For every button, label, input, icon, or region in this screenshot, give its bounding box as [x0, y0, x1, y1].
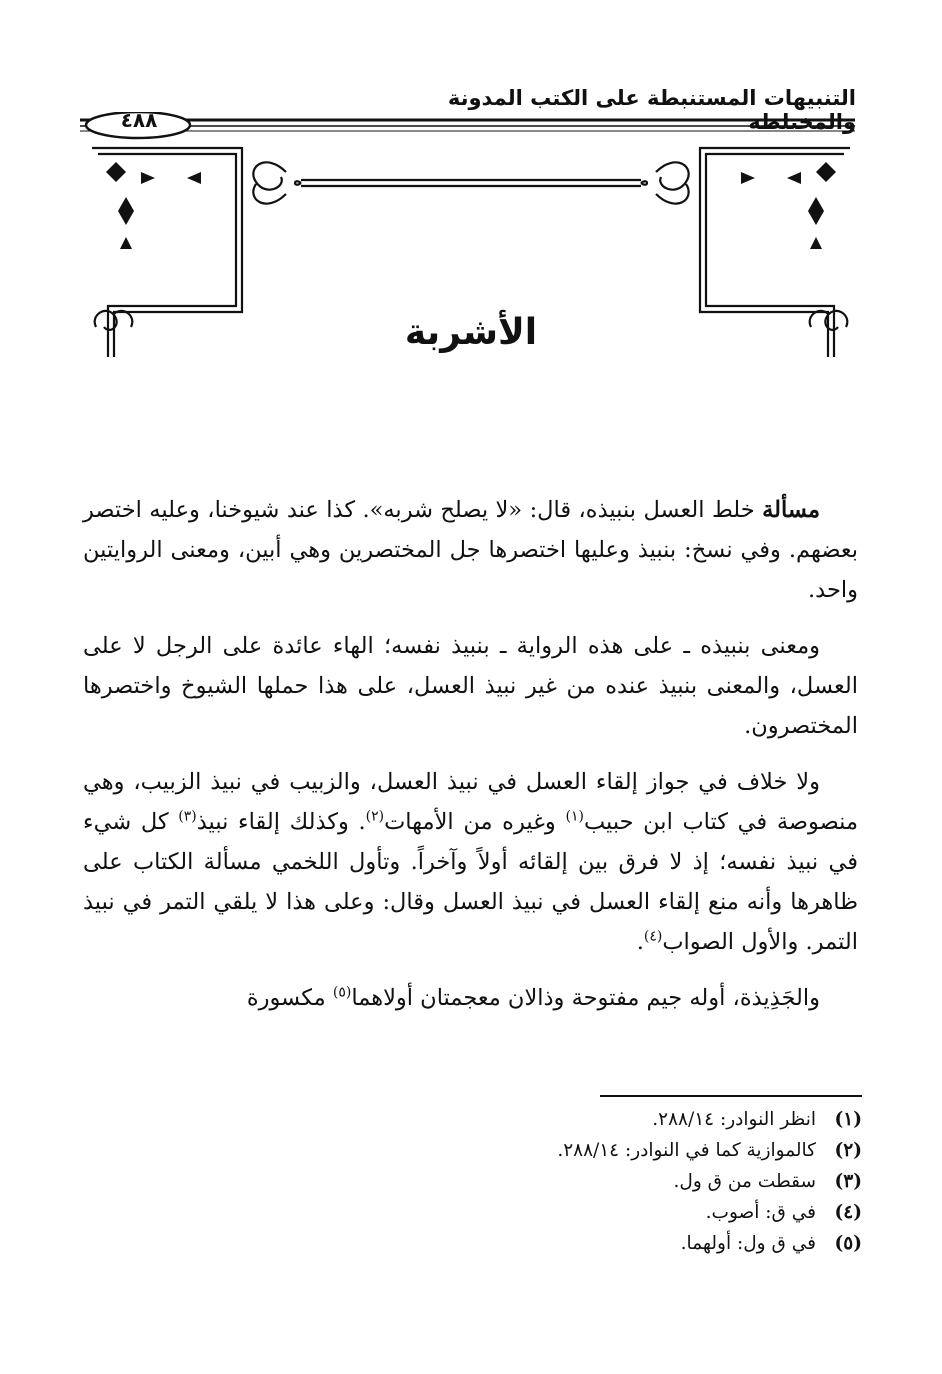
footnote-item — [82, 1135, 862, 1166]
footnote-item — [82, 1228, 862, 1259]
text-segment: . — [636, 929, 644, 955]
footnote-reference: (٢) — [365, 808, 385, 825]
text-segment: ولا خلاف في جواز إلقاء العسل في نبيذ العسل، والزبيب في نبيذ الزبيب، وهي منصوصة في كتاب ابن حبيب — [83, 769, 858, 835]
footnote-text: كالموازية كما في النوادر: ٢٨٨/١٤. — [557, 1140, 816, 1161]
footnote-text: في ق ول: أولهما. — [680, 1233, 816, 1254]
text-segment: ومعنى بنبيذه ـ على هذه الرواية ـ بنبيذ نفسه؛ الهاء عائدة على الرجل لا على العسل، والمعنى بنبيذ عنده من غير نبيذ العسل، على هذا حملها الشيوخ واختصرها المختصرون. — [83, 633, 858, 739]
header-rule — [80, 112, 855, 142]
footnote-number: (٤) — [834, 1202, 862, 1223]
footnote-reference: (٤) — [643, 928, 663, 945]
running-title: التنبيهات المستنبطة على الكتب المدونة والمختلطة — [447, 86, 856, 134]
page-number: ٤٨٨ — [120, 108, 158, 132]
main-text — [83, 490, 858, 1034]
paragraph-lead: مسألة — [762, 497, 820, 523]
paragraph — [83, 626, 858, 746]
paragraph — [83, 490, 858, 610]
text-segment: . وكذلك إلقاء نبيذ — [196, 809, 366, 835]
footnote-number: (١) — [834, 1109, 862, 1130]
footnote-text: سقطت من ق ول. — [673, 1171, 816, 1192]
chapter-title: الأشربة — [404, 312, 538, 353]
footnote-reference: (٣) — [178, 808, 197, 825]
text-segment: والجَذِيذة، أوله جيم مفتوحة وذالان معجمتان أولاهما — [351, 985, 820, 1011]
footnote-reference: (١) — [565, 808, 584, 825]
footnote-number: (٢) — [834, 1140, 862, 1161]
text-segment: خلط العسل بنبيذه، قال: «لا يصلح شربه». كذا عند شيوخنا، وعليه اختصر بعضهم. وفي نسخ: بنبيذ وعليها اختصرها جل المختصرين وهي أبين، ومعنى الروايتين واحد. — [83, 497, 858, 603]
footnote-separator — [600, 1095, 862, 1097]
footnote-reference: (٥) — [332, 984, 352, 1001]
footnote-number: (٥) — [834, 1233, 862, 1254]
footnotes — [82, 1104, 862, 1259]
paragraph — [83, 978, 858, 1018]
footnote-text: انظر النوادر: ٢٨٨/١٤. — [652, 1109, 816, 1130]
text-segment: كل شيء في نبيذ نفسه؛ إذ لا فرق بين إلقائه أولاً وآخراً. وتأول اللخمي مسألة الكتاب على ظاهرها وأنه منع إلقاء العسل في نبيذ العسل وقال: وعلى هذا لا يلقي التمر في نبيذ التمر. والأول الصواب — [83, 809, 858, 955]
footnote-item — [82, 1166, 862, 1197]
paragraph — [83, 762, 858, 962]
text-segment: مكسورة — [246, 985, 333, 1011]
text-segment: وغيره من الأمهات — [384, 809, 566, 835]
footnote-number: (٣) — [834, 1171, 862, 1192]
footnote-item — [82, 1104, 862, 1135]
footnote-item — [82, 1197, 862, 1228]
footnote-text: في ق: أصوب. — [705, 1202, 816, 1223]
